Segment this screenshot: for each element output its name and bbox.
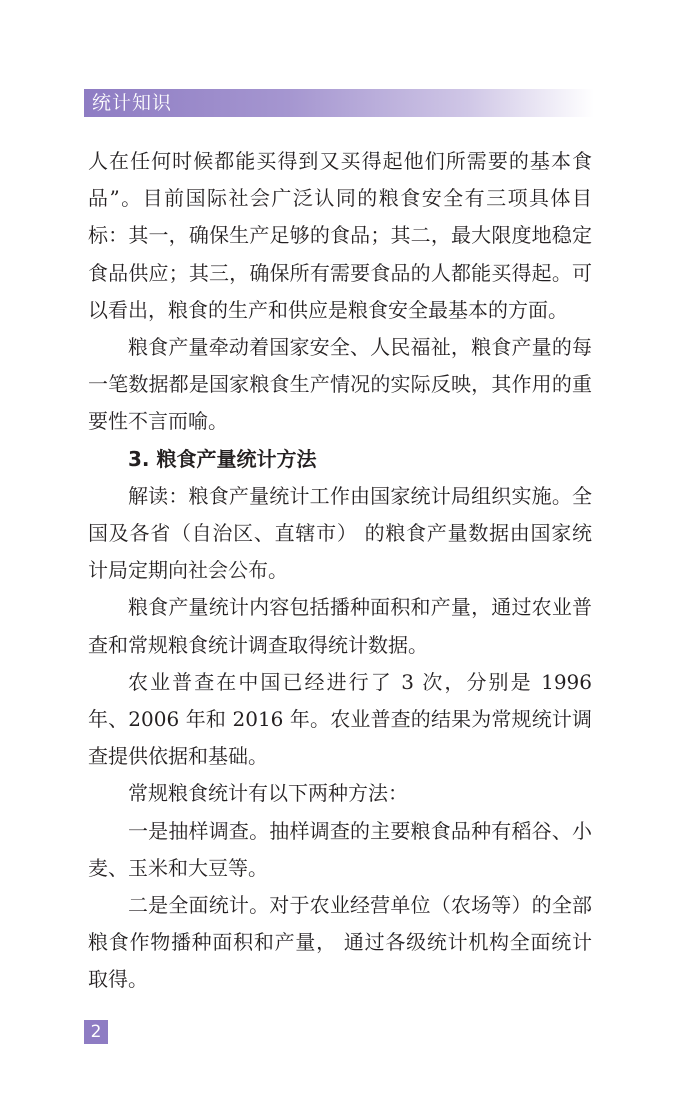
paragraph: 粮食产量牵动着国家安全、人民福祉，粮食产量的每一笔数据都是国家粮食生产情况的实际反映，其作用的重要性不言而喻。 xyxy=(88,335,592,434)
paragraph: 农业普查在中国已经进行了 3 次，分别是 1996 年、2006 年和 2016 年。农业普查的结果为常规统计调查提供依据和基础。 xyxy=(88,669,592,769)
paragraph: 二是全面统计。对于农业经营单位（农场等）的全部粮食作物播种面积和产量， 通过各级统计机构全面统计取得。 xyxy=(88,893,592,992)
paragraph: 一是抽样调查。抽样调查的主要粮食品种有稻谷、小麦、玉米和大豆等。 xyxy=(88,818,592,880)
page-number: 2 xyxy=(84,1020,108,1044)
section-title: 统计知识 xyxy=(92,92,173,114)
paragraph-continued: 人在任何时候都能买得到又买得起他们所需要的基本食品”。目前国际社会广泛认同的粮食安全有三项具体目标：其一，确保生产足够的食品；其二，最大限度地稳定食品供应；其三，确保所有需要食品的人都能买得起。可以看出，粮食的生产和供应是粮食安全最基本的方面。 xyxy=(88,149,592,322)
paragraph: 解读：粮食产量统计工作由国家统计局组织实施。全国及各省（自治区、直辖市） 的粮食产量数据由国家统计局定期向社会公布。 xyxy=(88,483,592,583)
body-text xyxy=(88,143,592,999)
subsection-heading: 3. 粮食产量统计方法 xyxy=(128,446,317,471)
paragraph: 常规粮食统计有以下两种方法： xyxy=(128,781,408,806)
paragraph: 粮食产量统计内容包括播种面积和产量，通过农业普查和常规粮食统计调查取得统计数据。 xyxy=(88,595,592,657)
